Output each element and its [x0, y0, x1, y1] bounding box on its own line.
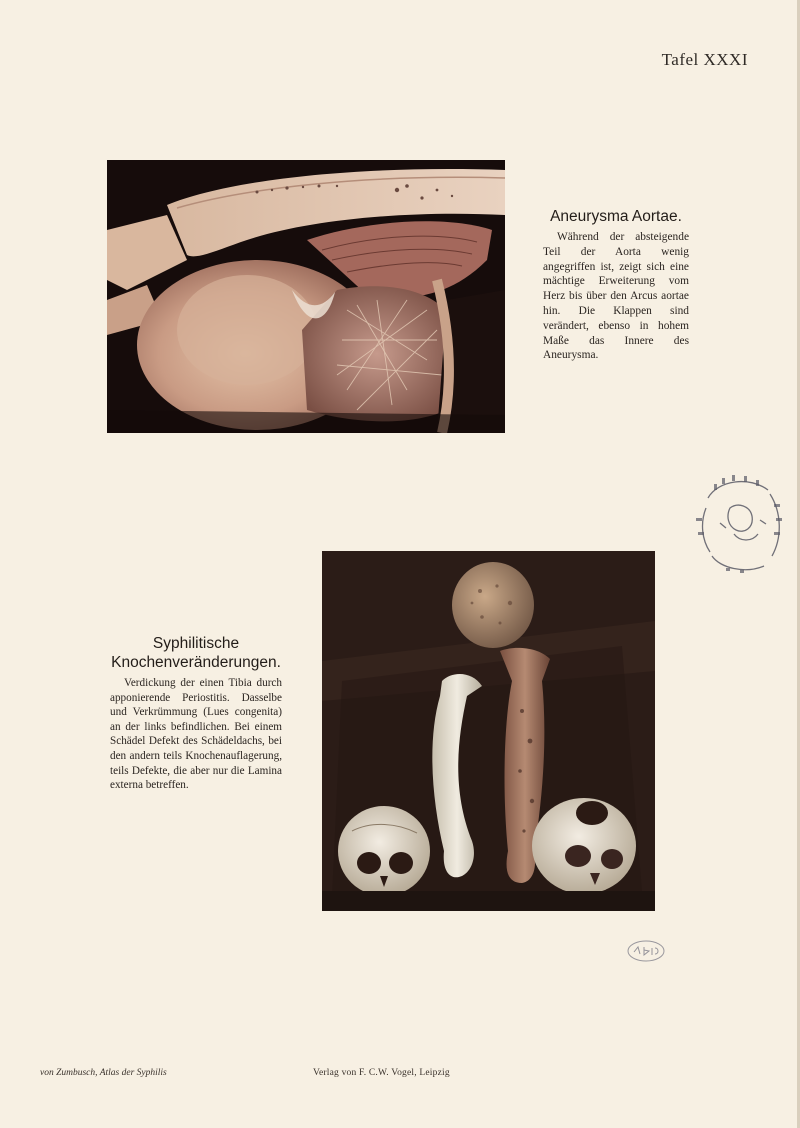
- footer-publisher: Verlag von F. C.W. Vogel, Leipzig: [313, 1068, 450, 1078]
- bone-caption-text: Verdickung der einen Tibia durch apponierende Periostitis. Dasselbe und Verkrümmung (Lues congenita) an der links befindlichen. Bei einem Schädel Defekt des Schädeldachs, bei den andern teils Knochenauflagerung, teils Defekte, die aber nur die Lamina externa betreffen.: [110, 677, 282, 792]
- bone-specimens-photo: [322, 551, 655, 911]
- footer-atlas-title: von Zumbusch, Atlas der Syphilis: [40, 1068, 167, 1078]
- bone-caption: [110, 634, 282, 793]
- aneurysm-caption: [543, 208, 689, 363]
- inventory-stamp: [624, 936, 668, 966]
- heart-specimen-photo: [107, 160, 505, 433]
- library-stamp: [690, 468, 786, 580]
- bone-caption-title: [110, 634, 282, 672]
- bone-caption-title-line1: Syphilitische: [152, 635, 240, 652]
- plate-number: Tafel XXXI: [661, 50, 748, 69]
- aneurysm-caption-text: Während der absteigende Teil der Aorta wenig angegriffen ist, zeigt sich eine mächtige Erweiterung vom Herz bis über den Arcus aortae hin. Die Klappen sind verändert, ebenso in hohem Maße das Innere des Aneurysma.: [543, 231, 689, 362]
- bone-caption-title-line2: Knochenveränderungen.: [111, 654, 281, 671]
- aneurysm-caption-title: Aneurysma Aortae.: [550, 208, 682, 225]
